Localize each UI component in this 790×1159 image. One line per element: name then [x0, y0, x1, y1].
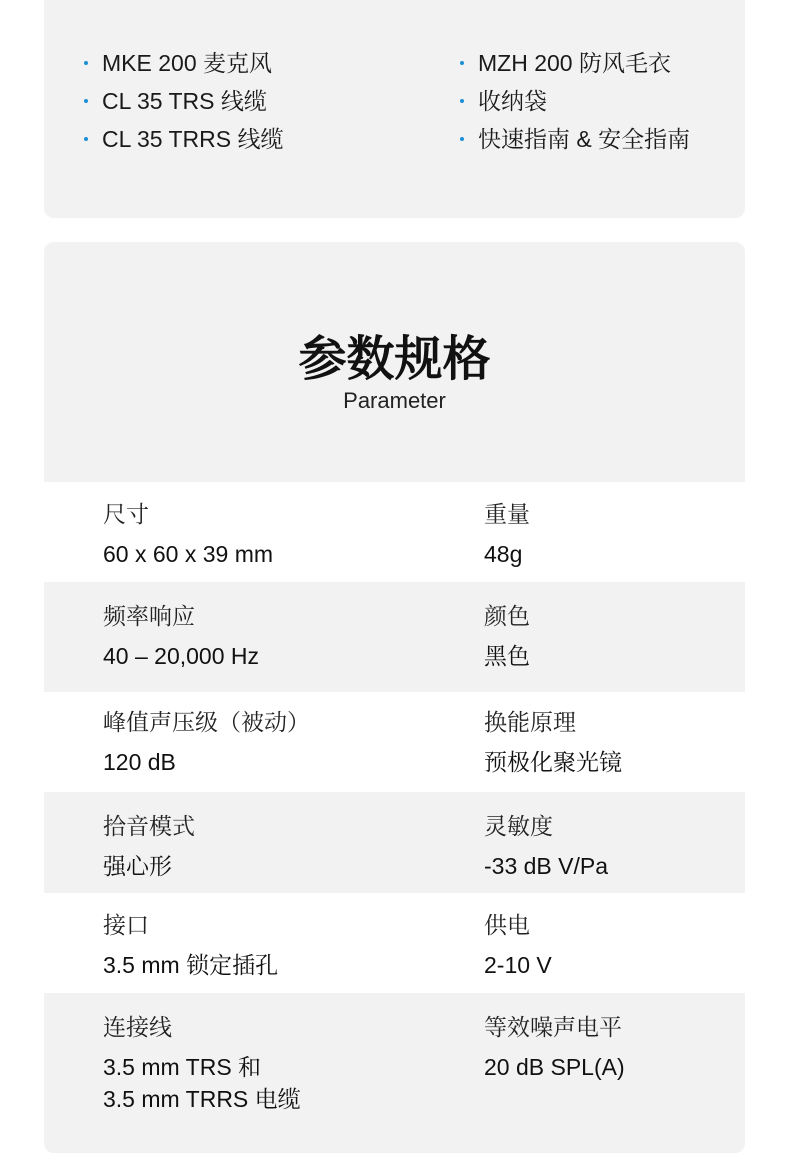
contents-list-left — [84, 44, 284, 158]
spec-value: -33 dB V/Pa — [484, 853, 609, 879]
spec-label: 尺寸 — [103, 501, 149, 527]
spec-value: 预极化聚光镜 — [484, 749, 622, 775]
spec-label: 拾音模式 — [103, 813, 195, 839]
spec-value: 60 x 60 x 39 mm — [103, 541, 274, 567]
contents-list-right — [460, 44, 690, 158]
spec-value: 120 dB — [103, 749, 176, 775]
list-item — [460, 44, 690, 82]
spec-title: 参数规格 — [298, 333, 491, 386]
spec-label: 峰值声压级（被动） — [103, 709, 310, 735]
spec-label: 灵敏度 — [484, 813, 553, 839]
spec-label: 颜色 — [484, 603, 530, 629]
list-item — [84, 44, 284, 82]
spec-value: 40 – 20,000 Hz — [103, 643, 260, 669]
spec-row — [44, 893, 745, 993]
bullet-icon — [84, 137, 88, 141]
spec-panel — [44, 242, 745, 1153]
spec-value: 3.5 mm TRS 和 3.5 mm TRRS 电缆 — [103, 1054, 301, 1112]
list-item-label: 快速指南 & 安全指南 — [478, 126, 691, 152]
spec-row — [44, 792, 745, 893]
spec-value: 48g — [484, 541, 523, 567]
list-item-label: CL 35 TRRS 线缆 — [102, 126, 284, 152]
list-item — [84, 82, 284, 120]
bullet-icon — [460, 99, 464, 103]
list-item — [460, 82, 690, 120]
spec-label: 重量 — [484, 501, 530, 527]
spec-value: 2-10 V — [484, 952, 552, 978]
spec-value: 强心形 — [103, 853, 172, 879]
spec-label: 等效噪声电平 — [484, 1014, 622, 1040]
spec-row — [44, 692, 745, 792]
spec-value: 黑色 — [484, 643, 530, 669]
spec-label: 换能原理 — [484, 709, 576, 735]
spec-subtitle: Parameter — [343, 388, 446, 413]
list-item — [460, 120, 690, 158]
spec-row — [44, 993, 745, 1153]
spec-row — [44, 582, 745, 692]
bullet-icon — [460, 137, 464, 141]
bullet-icon — [84, 99, 88, 103]
list-item-label: 收纳袋 — [478, 88, 547, 114]
spec-label: 供电 — [484, 912, 530, 938]
list-item — [84, 120, 284, 158]
bullet-icon — [460, 61, 464, 65]
list-item-label: MKE 200 麦克风 — [102, 50, 272, 76]
list-item-label: MZH 200 防风毛衣 — [478, 50, 671, 76]
spec-value: 3.5 mm 锁定插孔 — [103, 952, 279, 978]
spec-label: 连接线 — [103, 1014, 172, 1040]
spec-label: 频率响应 — [103, 603, 195, 629]
spec-row — [44, 482, 745, 582]
spec-label: 接口 — [103, 912, 149, 938]
spec-value: 20 dB SPL(A) — [484, 1054, 625, 1080]
list-item-label: CL 35 TRS 线缆 — [102, 88, 267, 114]
bullet-icon — [84, 61, 88, 65]
